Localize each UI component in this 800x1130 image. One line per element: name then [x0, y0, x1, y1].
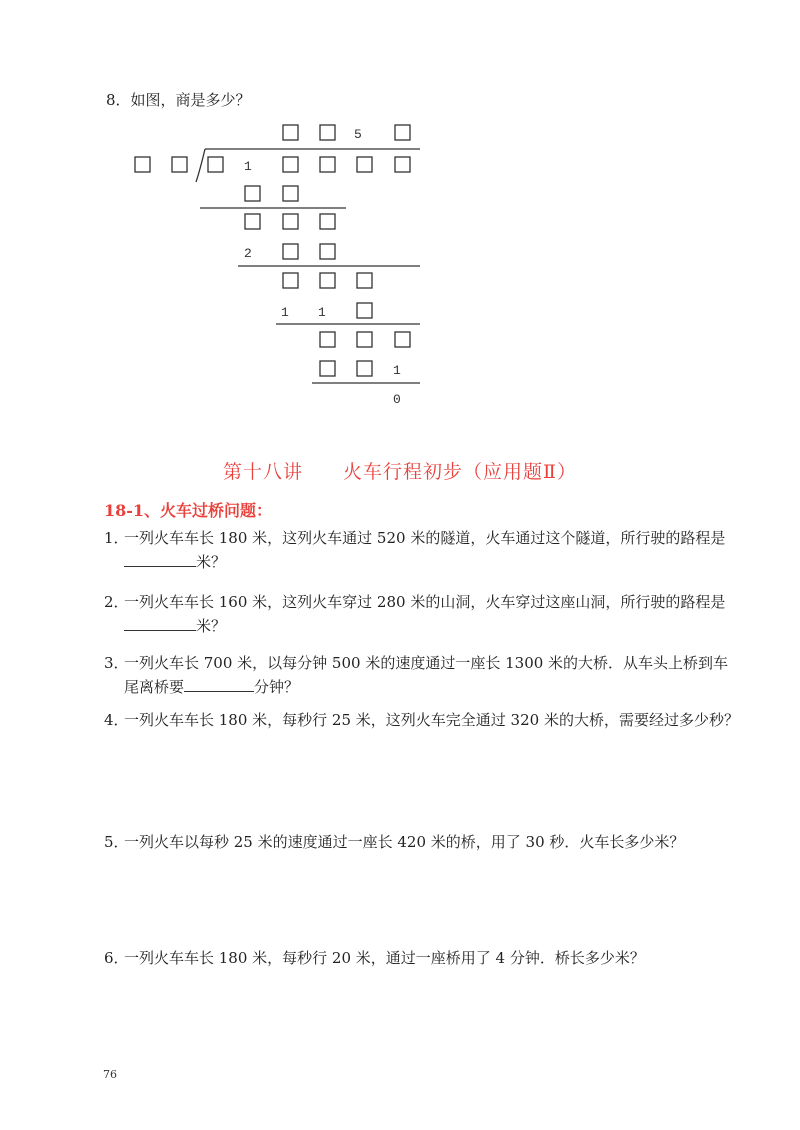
remainder1-box-2: [283, 214, 298, 229]
step2-box-2: [283, 244, 298, 259]
step1-box-2: [283, 186, 298, 201]
dividend-box-4: [320, 157, 335, 172]
divisor-box-2: [172, 157, 187, 172]
problem-2: [104, 590, 744, 638]
problem-text: 一列火车车长 180 米，每秒行 20 米，通过一座桥用了 4 分钟．桥长多少米？: [124, 949, 645, 967]
problem-text-cont-after: 分钟？: [254, 678, 300, 696]
step4-digit-1: 1: [393, 363, 401, 378]
long-division-puzzle: [0, 0, 800, 420]
remainder1-box-1: [245, 214, 260, 229]
problem-number: 2．: [104, 593, 129, 611]
quotient-box-1: [283, 125, 298, 140]
dividend-box-5: [357, 157, 372, 172]
problem-number: 4．: [104, 711, 129, 729]
problem-6: [104, 946, 744, 970]
page-number: 76: [103, 1068, 117, 1081]
remainder2-box-3: [357, 273, 372, 288]
problem-number: 5．: [104, 833, 129, 851]
divisor-box-1: [135, 157, 150, 172]
dividend-digit-1: 1: [244, 159, 252, 174]
dividend-box-1: [208, 157, 223, 172]
problem-number: 6．: [104, 949, 129, 967]
quotient-box-4: [395, 125, 410, 140]
lecture-name: 火车行程初步（应用题Ⅱ）: [343, 461, 577, 483]
problem-text: 一列火车车长 160 米，这列火车穿过 280 米的山洞，火车穿过这座山洞，所行驶的路程是: [124, 593, 726, 611]
step2-digit-2: 2: [244, 246, 252, 261]
problem-number: 3．: [104, 654, 129, 672]
problem-text-cont: 米？: [196, 553, 227, 571]
lecture-title: [0, 457, 800, 484]
problem-text: 一列火车车长 180 米，这列火车通过 520 米的隧道，火车通过这个隧道，所行驶的路程是: [124, 529, 726, 547]
step1-box-1: [245, 186, 260, 201]
step3-digit-1b: 1: [318, 305, 326, 320]
dividend-box-6: [395, 157, 410, 172]
question-8-prompt: 8．如图，商是多少？: [106, 91, 251, 109]
problem-text-cont-before: 尾离桥要: [124, 678, 185, 696]
answer-blank[interactable]: [124, 550, 196, 567]
final-remainder-0: 0: [393, 392, 401, 407]
problem-text: 一列火车以每秒 25 米的速度通过一座长 420 米的桥，用了 30 秒．火车长多少米？: [124, 833, 685, 851]
answer-blank[interactable]: [124, 614, 196, 631]
remainder2-box-2: [320, 273, 335, 288]
step4-box-2: [357, 361, 372, 376]
problem-text: 一列火车长 700 米，以每分钟 500 米的速度通过一座长 1300 米的大桥．从车头上桥到车: [124, 654, 729, 672]
step3-digit-1a: 1: [281, 305, 289, 320]
step2-box-3: [320, 244, 335, 259]
quotient-digit-5: 5: [354, 127, 362, 142]
answer-blank[interactable]: [184, 675, 254, 692]
remainder3-box-1: [320, 332, 335, 347]
step4-box-1: [320, 361, 335, 376]
step3-box-3: [357, 303, 372, 318]
lecture-number: 第十八讲: [223, 461, 304, 483]
problem-text: 一列火车车长 180 米，每秒行 25 米，这列火车完全通过 320 米的大桥，需要经过多少秒？: [124, 711, 739, 729]
dividend-box-3: [283, 157, 298, 172]
remainder3-box-2: [357, 332, 372, 347]
problem-3: [104, 651, 744, 699]
remainder2-box-1: [283, 273, 298, 288]
quotient-box-2: [320, 125, 335, 140]
problem-text-cont: 米？: [196, 617, 227, 635]
problem-4: [104, 708, 744, 732]
problem-1: [104, 526, 744, 574]
division-bracket: [196, 149, 205, 182]
problem-5: [104, 830, 744, 854]
problem-number: 1．: [104, 529, 129, 547]
remainder1-box-3: [320, 214, 335, 229]
remainder3-box-3: [395, 332, 410, 347]
section-heading: 18-1、火车过桥问题：: [104, 501, 273, 520]
